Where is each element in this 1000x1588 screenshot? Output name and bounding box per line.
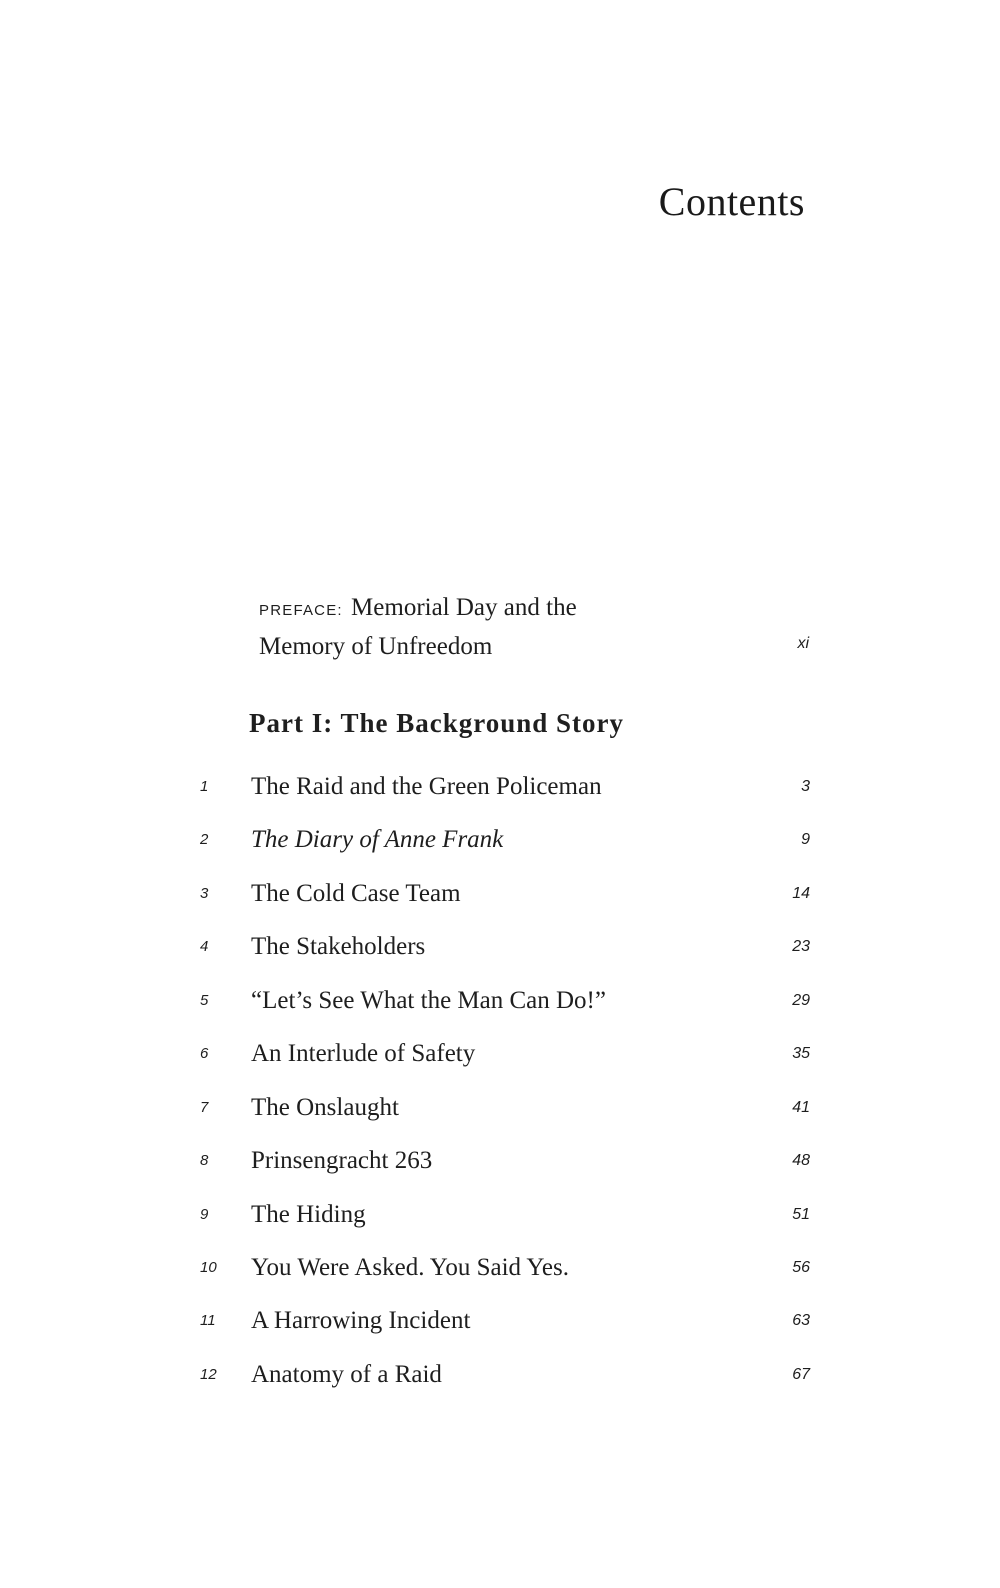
chapter-title: Prinsengracht 263 [251, 1147, 433, 1175]
toc-entry-preface[interactable] [259, 590, 809, 665]
chapter-title: The Hiding [251, 1200, 366, 1228]
chapter-page-number: 56 [792, 1258, 810, 1276]
preface-label: PREFACE: [259, 602, 343, 619]
chapter-title: The Diary of Anne Frank [251, 826, 504, 854]
chapter-number: 10 [200, 1258, 217, 1276]
chapter-number: 3 [200, 884, 209, 902]
preface-line-1 [259, 590, 809, 629]
chapter-page-number: 48 [792, 1152, 810, 1170]
chapter-title: The Stakeholders [251, 933, 426, 961]
chapter-number: 7 [200, 1098, 209, 1116]
chapter-page-number: 23 [792, 938, 810, 956]
chapter-page-number: 29 [792, 991, 810, 1009]
chapter-list [200, 767, 810, 1408]
chapter-page-number: 9 [801, 831, 810, 849]
chapter-page-number: 35 [792, 1045, 810, 1063]
toc-entry[interactable] [200, 1248, 810, 1301]
chapter-page-number: 14 [792, 884, 810, 902]
preface-title-line-1: Memorial Day and the [351, 594, 577, 621]
toc-entry[interactable] [200, 1301, 810, 1354]
chapter-title: You Were Asked. You Said Yes. [251, 1253, 569, 1281]
preface-title-line-2: Memory of Unfreedom [259, 633, 493, 660]
chapter-page-number: 51 [792, 1205, 810, 1223]
chapter-page-number: 67 [792, 1365, 810, 1383]
page-title: Contents [658, 179, 805, 224]
chapter-number: 1 [200, 778, 209, 795]
chapter-number: 8 [200, 1152, 209, 1170]
toc-entry[interactable] [200, 1195, 810, 1248]
preface-page-number: xi [797, 635, 809, 652]
chapter-number: 4 [200, 938, 209, 956]
toc-entry[interactable] [200, 1034, 810, 1087]
toc-entry[interactable] [200, 767, 810, 820]
chapter-number: 2 [200, 831, 209, 849]
chapter-title: The Cold Case Team [251, 879, 461, 907]
toc-entry[interactable] [200, 1088, 810, 1141]
chapter-number: 11 [200, 1312, 216, 1330]
toc-entry[interactable] [200, 820, 810, 873]
toc-entry[interactable] [200, 1141, 810, 1194]
chapter-number: 6 [200, 1045, 209, 1063]
chapter-number: 5 [200, 991, 209, 1009]
chapter-title: Anatomy of a Raid [251, 1360, 442, 1388]
chapter-title: The Onslaught [251, 1093, 399, 1121]
chapter-number: 12 [200, 1365, 217, 1383]
toc-entry[interactable] [200, 1355, 810, 1408]
chapter-title: An Interlude of Safety [251, 1040, 476, 1068]
chapter-page-number: 63 [792, 1312, 810, 1330]
toc-entry[interactable] [200, 874, 810, 927]
chapter-title: The Raid and the Green Policeman [251, 773, 602, 800]
chapter-page-number: 41 [792, 1098, 810, 1116]
part-heading: Part I: The Background Story [249, 708, 625, 738]
toc-entry[interactable] [200, 981, 810, 1034]
chapter-title: A Harrowing Incident [251, 1307, 471, 1335]
toc-entry[interactable] [200, 927, 810, 980]
chapter-number: 9 [200, 1205, 209, 1223]
chapter-title: “Let’s See What the Man Can Do!” [251, 986, 606, 1014]
chapter-page-number: 3 [801, 778, 810, 795]
